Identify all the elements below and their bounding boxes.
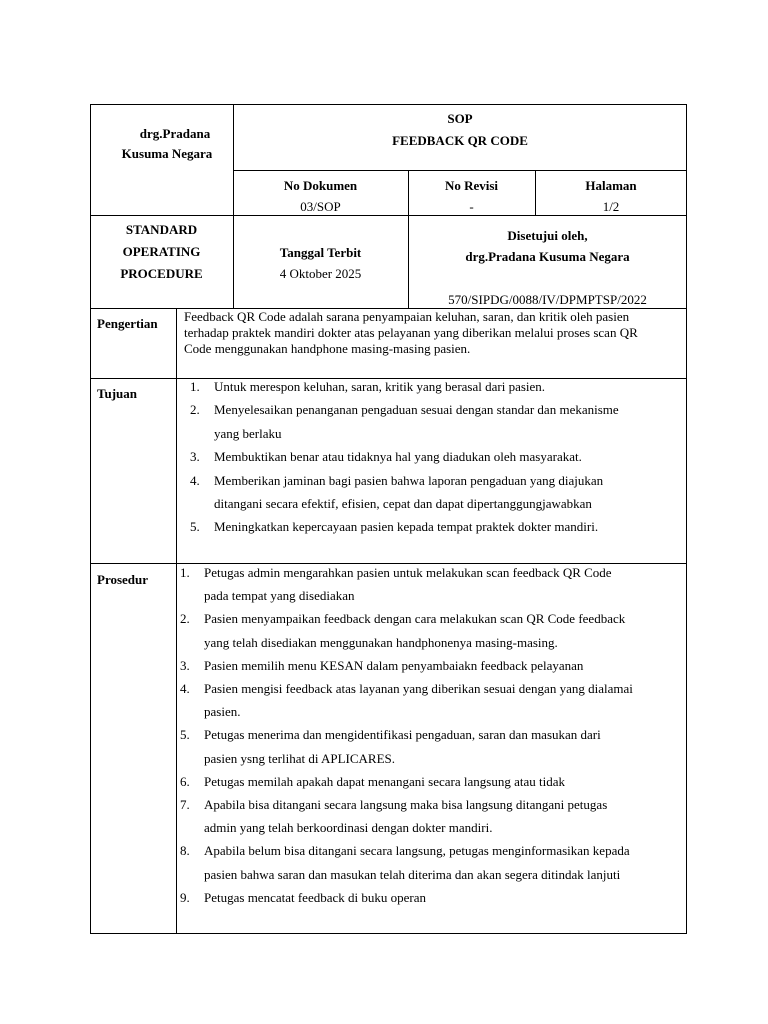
tanggal-terbit-label: Tanggal Terbit — [279, 245, 362, 260]
prosedur-item-text: Petugas menerima dan mengidentifikasi pengaduan, saran dan masukan dari — [204, 727, 601, 743]
no-dokumen-label: No Dokumen — [283, 178, 358, 193]
prosedur-item-text: pasien ysng terlihat di APLICARES. — [204, 750, 396, 766]
prosedur-item-number: 8. — [180, 843, 190, 859]
prosedur-item-text: Petugas admin mengarahkan pasien untuk melakukan scan feedback QR Code — [204, 565, 612, 580]
pengertian-line: terhadap praktek mandiri dokter atas pelayanan yang diberikan melalui proses scan QR — [184, 325, 638, 340]
prosedur-label: Prosedur — [97, 572, 149, 587]
tujuan-item-text: Untuk merespon keluhan, saran, kritik yang berasal dari pasien. — [214, 379, 546, 394]
sop-label: SOP — [447, 111, 473, 126]
prosedur-item-text: Apabila belum bisa ditangani secara langsung, petugas menginformasikan kepada — [204, 843, 630, 859]
tujuan-item-number: 2. — [190, 402, 200, 418]
prosedur-item-text: Apabila bisa ditangani secara langsung maka bisa langsung ditangani petugas — [204, 797, 608, 812]
prosedur-item-text: Pasien memilih menu KESAN dalam penyambaiakn feedback pelayanan — [204, 657, 584, 673]
prosedur-item-text: pada tempat yang disediakan — [204, 588, 355, 604]
prosedur-item-number: 5. — [180, 727, 190, 743]
owner-name-line1: drg.Pradana — [139, 126, 211, 141]
sop-full-line1: STANDARD — [125, 222, 198, 237]
tujuan-item-text: ditangani secara efektif, efisien, cepat dan dapat dipertanggungjawabkan — [214, 496, 592, 511]
no-revisi-value: - — [469, 199, 474, 214]
tanggal-terbit-value: 4 Oktober 2025 — [279, 266, 362, 281]
tujuan-item-number: 3. — [190, 449, 200, 465]
prosedur-item-text: Petugas mencatat feedback di buku operan — [204, 889, 426, 905]
sop-full-line2: OPERATING — [122, 244, 201, 259]
tujuan-item-number: 5. — [190, 519, 200, 535]
rule-col-label — [176, 308, 177, 934]
pengertian-line: Feedback QR Code adalah sarana penyampaian keluhan, saran, dan kritik oleh pasien — [184, 309, 630, 324]
disetujui-label: Disetujui oleh, — [507, 228, 588, 243]
rule-header-title — [233, 170, 687, 171]
prosedur-item-text: Pasien mengisi feedback atas layanan yang diberikan sesuai dengan yang dialamai — [204, 681, 633, 696]
prosedur-item-text: Pasien menyampaikan feedback dengan cara melakukan scan QR Code feedback — [204, 611, 626, 627]
tujuan-item-text: Menyelesaikan penanganan pengaduan sesuai dengan standar dan mekanisme — [214, 402, 619, 418]
disetujui-name: drg.Pradana Kusuma Negara — [465, 249, 630, 264]
no-dokumen-value: 03/SOP — [300, 199, 341, 214]
prosedur-item-number: 6. — [180, 773, 190, 789]
tujuan-item-number: 4. — [190, 472, 200, 488]
prosedur-item-text: pasien bahwa saran dan masukan telah diterima dan akan segera ditindak lanjuti — [204, 866, 621, 882]
tujuan-item-text: Meningkatkan kepercayaan pasien kepada tempat praktek dokter mandiri. — [214, 519, 599, 535]
pengertian-label: Pengertian — [97, 316, 158, 331]
sop-full-line3: PROCEDURE — [120, 266, 203, 281]
no-revisi-label: No Revisi — [444, 178, 499, 193]
owner-name-line2: Kusuma Negara — [121, 146, 213, 161]
rule-prosedur-top — [90, 563, 687, 564]
tujuan-item-text: Membuktikan benar atau tidaknya hal yang diadukan oleh masyarakat. — [214, 449, 582, 465]
prosedur-item-number: 7. — [180, 797, 190, 812]
prosedur-item-text: pasien. — [204, 704, 241, 720]
prosedur-item-text: admin yang telah berkoordinasi dengan dokter mandiri. — [204, 820, 493, 836]
halaman-label: Halaman — [585, 178, 637, 193]
prosedur-item-number: 9. — [180, 889, 190, 905]
prosedur-item-number: 1. — [180, 565, 190, 580]
tujuan-item-text: yang berlaku — [214, 425, 282, 441]
tujuan-label: Tujuan — [97, 386, 137, 401]
license-number: 570/SIPDG/0088/IV/DPMPTSP/2022 — [448, 292, 647, 307]
prosedur-item-number: 2. — [180, 611, 190, 627]
pengertian-line: Code menggunakan handphone masing-masing pasien. — [184, 341, 471, 356]
halaman-value: 1/2 — [602, 199, 620, 214]
prosedur-item-text: Petugas memilah apakah dapat menangani secara langsung atau tidak — [204, 773, 565, 789]
prosedur-item-number: 4. — [180, 681, 190, 696]
rule-header-bottom — [90, 215, 687, 216]
prosedur-item-text: yang telah disediakan menggunakan handphonenya masing-masing. — [204, 634, 558, 650]
tujuan-item-number: 1. — [190, 379, 200, 394]
tujuan-item-text: Memberikan jaminan bagi pasien bahwa laporan pengaduan yang diajukan — [214, 472, 604, 488]
document-title: FEEDBACK QR CODE — [392, 133, 528, 148]
prosedur-item-number: 3. — [180, 657, 190, 673]
